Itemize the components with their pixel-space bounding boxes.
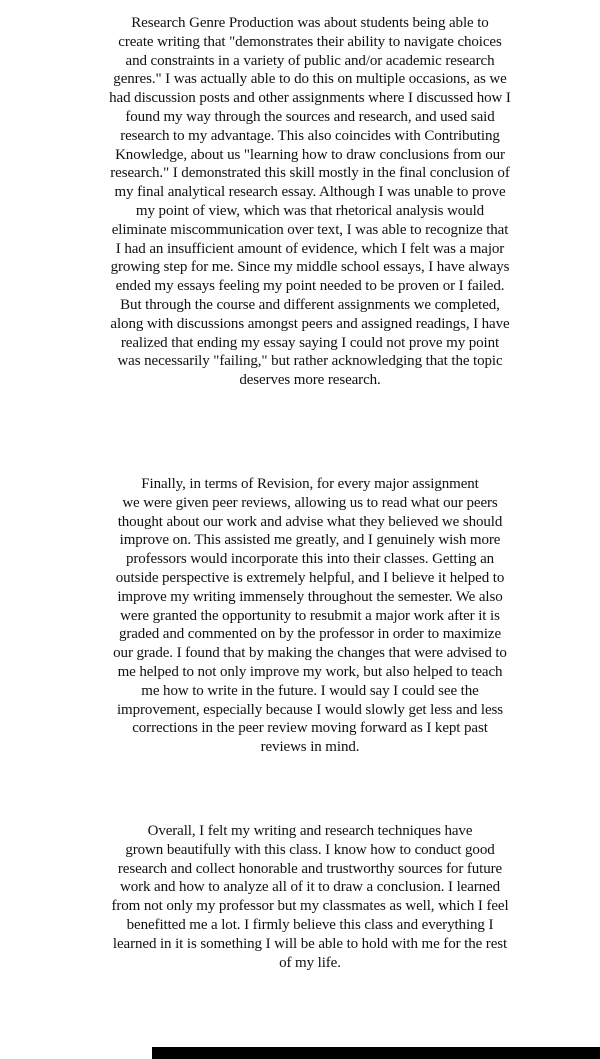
text-line: was necessarily "failing," but rather acknowledging that the topic [117,353,503,370]
text-line: our grade. I found that by making the changes that were advised to [113,645,507,662]
bottom-bar [152,1047,600,1059]
text-line: and constraints in a variety of public and/or academic research [125,52,495,69]
text-line: of my life. [279,954,341,971]
text-line: eliminate miscommunication over text, I was able to recognize that [111,221,509,238]
text-line: research to my advantage. This also coincides with Contributing [120,127,500,144]
text-line: grown beautifully with this class. I know how to conduct good [125,841,495,858]
text-line: graded and commented on by the professor in order to maximize [118,626,502,643]
text-line: improve on. This assisted me greatly, and I genuinely wish more [119,532,501,549]
text-line: ended my essays feeling my point needed to be proven or I failed. [115,278,505,295]
text-line: along with discussions amongst peers and assigned readings, I have [110,315,510,332]
text-line: reviews in mind. [260,739,360,756]
text-line: me how to write in the future. I would say I could see the [141,682,479,699]
text-line: Research Genre Production was about students being able to [131,15,489,31]
text-line: my final analytical research essay. Although I was unable to prove [114,184,506,201]
text-line: Knowledge, about us "learning how to draw conclusions from our [115,146,505,163]
text-line: from not only my professor but my classmates as well, which I feel [111,898,509,915]
text-line: benefitted me a lot. I firmly believe this class and everything I [126,917,494,933]
text-line: I had an insufficient amount of evidence, which I felt was a major [115,240,505,257]
text-line: deserves more research. [239,372,381,389]
text-line: outside perspective is extremely helpful, and I believe it helped to [115,570,505,586]
text-line: corrections in the peer review moving forward as I kept past [132,720,488,737]
text-line: Finally, in terms of Revision, for every major assignment [141,476,479,492]
text-line: Overall, I felt my writing and research techniques have [147,823,473,839]
text-line: we were given peer reviews, allowing us to read what our peers [122,494,498,511]
text-line: professors would incorporate this into their classes. Getting an [125,551,495,568]
text-line: thought about our work and advise what they believed we should [117,513,503,530]
text-line: create writing that "demonstrates their ability to navigate choices [118,33,502,50]
text-line: research." I demonstrated this skill mostly in the final conclusion of [110,165,510,182]
text-line: found my way through the sources and research, and used said [125,109,495,125]
text-line: growing step for me. Since my middle school essays, I have always [110,259,510,276]
text-line: research and collect honorable and trustworthy sources for future [117,860,503,877]
text-line: were granted the opportunity to resubmit a major work after it is [120,607,500,624]
text-line: improve my writing immensely throughout the semester. We also [117,588,503,605]
text-line: improvement, especially because I would slowly get less and less [116,701,503,718]
text-line: had discussion posts and other assignments where I discussed how I [109,90,511,107]
text-line: learned in it is something I will be able to hold with me for the rest [112,935,508,952]
text-line: realized that ending my essay saying I could not prove my point [120,334,500,351]
text-line: my point of view, which was that rhetorical analysis would [135,203,485,219]
text-line: me helped to not only improve my work, but also helped to teach [117,664,503,680]
text-line: But through the course and different assignments we completed, [120,297,500,313]
text-line: genres." I was actually able to do this on multiple occasions, as we [113,71,507,88]
text-line: work and how to analyze all of it to draw a conclusion. I learned [119,879,501,896]
